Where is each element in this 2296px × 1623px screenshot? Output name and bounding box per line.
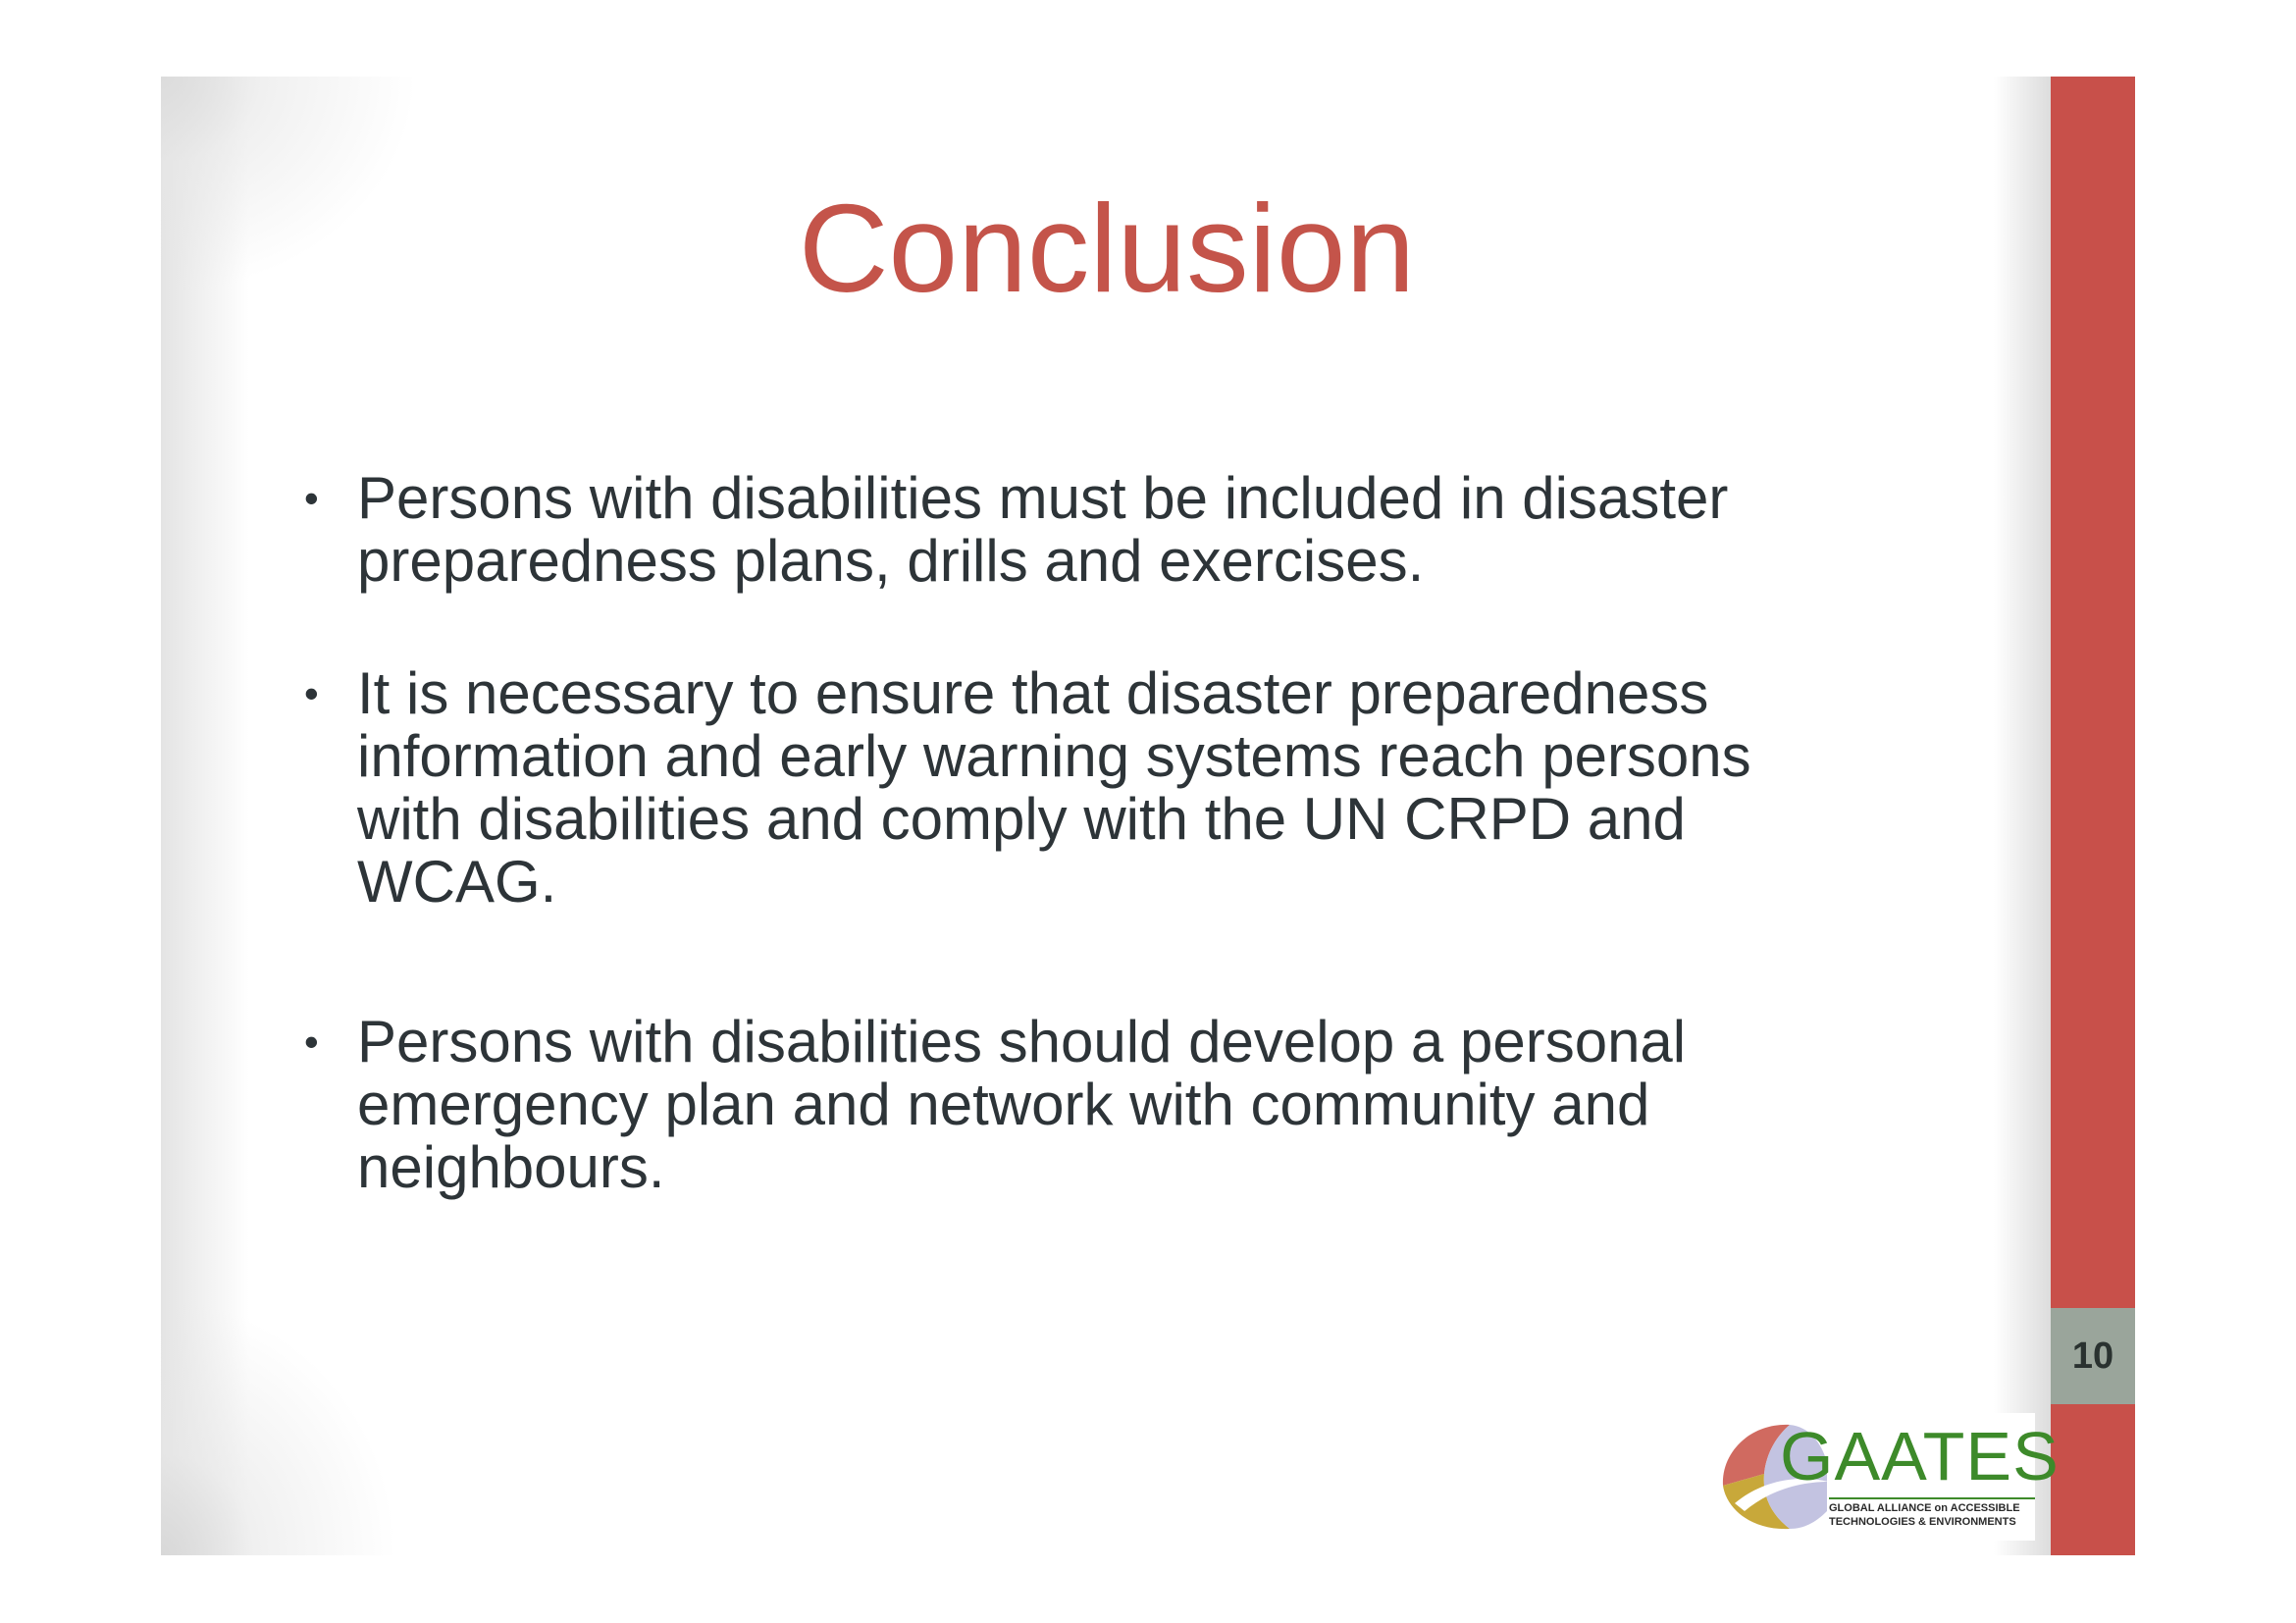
bullet-line: neighbours. [357,1134,665,1200]
bullet-line: preparedness plans, drills and exercises. [357,528,1425,594]
bullet-line: emergency plan and network with community and [357,1072,1650,1137]
logo-tagline: TECHNOLOGIES & ENVIRONMENTS [1829,1516,2016,1528]
bullet-item [304,1011,2084,1199]
bullet-line: It is necessary to ensure that disaster preparedness [357,660,1709,726]
bullet-marker: • [304,1019,319,1065]
slide [161,77,2053,1555]
logo-tagline: GLOBAL ALLIANCE on ACCESSIBLE [1829,1502,2020,1514]
bullet-marker: • [304,475,319,521]
bullet-item [304,662,2084,914]
slide-title: Conclusion [798,179,1416,318]
logo-wordmark: GAATES [1780,1418,2060,1494]
page-number: 10 [2051,1308,2135,1404]
bullet-line: information and early warning systems reach persons [357,723,1751,789]
gaates-logo [1711,1413,2060,1541]
bullet-line: Persons with disabilities must be included in disaster [357,465,1729,531]
logo-divider [1829,1497,2035,1499]
bullet-line: with disabilities and comply with the UN CRPD and [357,786,1686,852]
bullet-item [304,467,2084,593]
bullet-marker: • [304,670,319,716]
bullet-line: Persons with disabilities should develop a personal [357,1009,1687,1074]
bullet-line: WCAG. [357,849,557,915]
